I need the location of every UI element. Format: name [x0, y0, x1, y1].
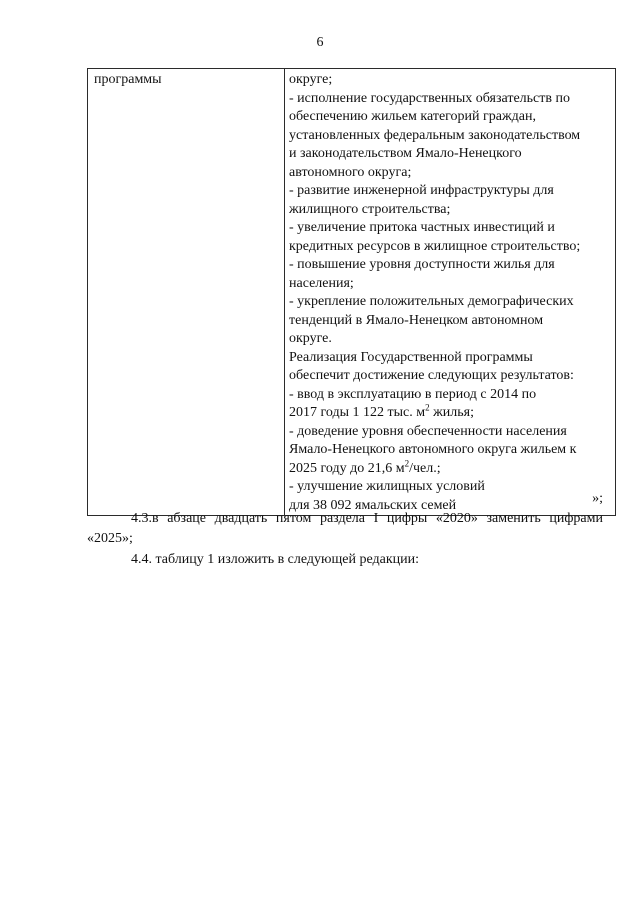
- cell-line: округе;: [289, 72, 333, 87]
- cell-line: - улучшение жилищных условий: [289, 479, 485, 494]
- paragraph-4-4: 4.4. таблицу 1 изложить в следующей редакции:: [131, 552, 420, 567]
- superscript: 2: [404, 457, 410, 468]
- text-fragment: 2025 году до 21,6 м: [289, 460, 405, 476]
- cell-line: - повышение уровня доступности жилья для: [289, 257, 555, 272]
- cell-line: обеспечит достижение следующих результатов:: [289, 368, 574, 383]
- cell-line: жилищного строительства;: [289, 201, 451, 217]
- cell-line: - исполнение государственных обязательств по: [289, 90, 570, 106]
- cell-line: - ввод в эксплуатацию в период с 2014 по: [289, 386, 537, 402]
- paragraph-4-3: 4.3.в абзаце двадцать пятом раздела I цифры «2020» заменить цифрами «2025»;: [87, 511, 603, 546]
- cell-line: установленных федеральным законодательством: [289, 127, 581, 143]
- cell-line-housing-volume: [289, 404, 611, 423]
- cell-line: - увеличение притока частных инвестиций и: [289, 220, 555, 235]
- page-number: 6: [316, 35, 324, 50]
- table-row: [88, 69, 616, 516]
- text-fragment: 2017 годы 1 122 тыс. м: [289, 405, 426, 420]
- text-fragment: /чел.;: [409, 460, 441, 476]
- cell-line: тенденций в Ямало-Ненецком автономном: [289, 312, 544, 328]
- text-fragment: жилья;: [429, 405, 474, 420]
- cell-line-housing-per-capita: [289, 457, 611, 479]
- cell-line: и законодательством Ямало-Ненецкого: [289, 146, 522, 161]
- closing-quote: »;: [592, 491, 603, 506]
- cell-line: Реализация Государственной программы: [289, 349, 533, 365]
- cell-line: населения;: [289, 275, 354, 291]
- superscript: 2: [425, 402, 430, 413]
- cell-line: - укрепление положительных демографических: [289, 294, 574, 309]
- cell-line: автономного округа;: [289, 164, 412, 180]
- cell-line: - развитие инженерной инфраструктуры для: [289, 183, 554, 198]
- cell-line: округе.: [289, 331, 332, 346]
- table-left-cell: программы: [88, 69, 285, 516]
- table-right-cell: [285, 69, 616, 516]
- cell-line: обеспечению жильем категорий граждан,: [289, 109, 536, 124]
- cell-line: - доведение уровня обеспеченности населения: [289, 423, 567, 439]
- cell-line: для 38 092 ямальских семей: [289, 497, 457, 513]
- cell-line: Ямало-Ненецкого автономного округа жильем к: [289, 442, 577, 457]
- cell-line: кредитных ресурсов в жилищное строительство;: [289, 238, 581, 254]
- program-table: [87, 68, 616, 516]
